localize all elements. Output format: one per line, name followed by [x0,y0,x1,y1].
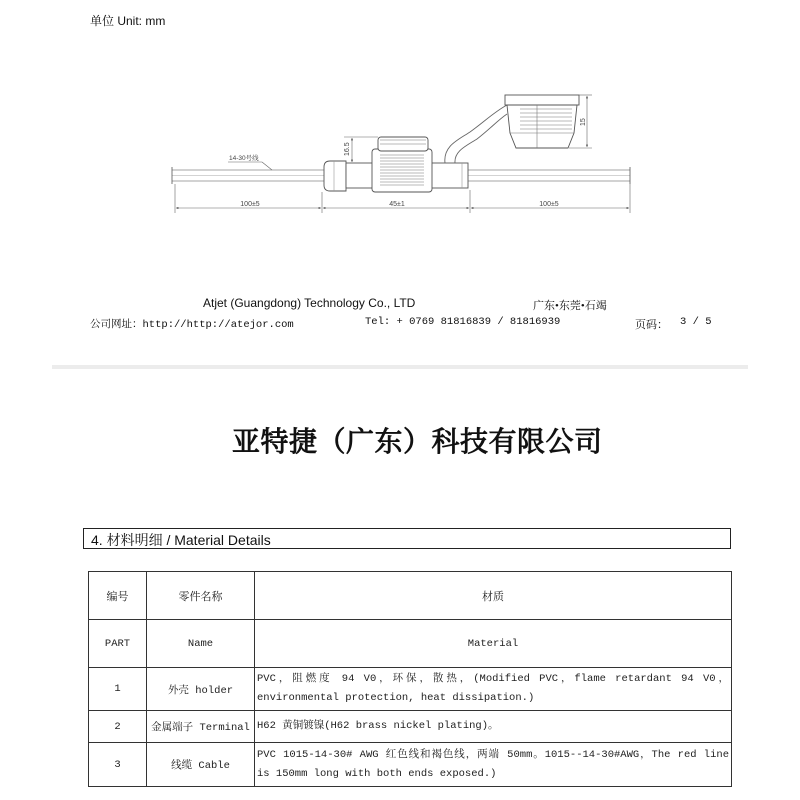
footer-company-name: Atjet (Guangdong) Technology Co., LTD [203,296,416,310]
fuse-holder-drawing [0,0,800,230]
table-header-row-cn [89,572,732,620]
table-row [89,743,732,787]
header-part-cn: 编号 [89,572,147,620]
cell-material: PVC 1015-14-30# AWG 红色线和褐色线，两端 50mm。1015--14-30#AWG，The red line is 150mm long with both ends exposed.) [255,743,732,787]
dimension-left-label: 100±5 [240,201,260,208]
company-title: 亚特捷（广东）科技有限公司 [232,425,603,458]
cell-name: 外壳 holder [147,668,255,711]
cable-label: 14-30号线 [229,155,259,162]
footer-website: 公司网址：http://http://atejor.com [90,319,294,331]
dimension-cap-height-label: 15 [580,118,587,126]
cable-right [468,167,630,184]
header-material-cn: 材质 [255,572,732,620]
table-row [89,668,732,711]
fuse-cap [505,95,579,148]
cell-part: 1 [89,668,147,711]
cell-name: 线缆 Cable [147,743,255,787]
cell-material: PVC，阻燃度 94 V0，环保，散热，(Modified PVC，flame retardant 94 V0，environmental protection, heat dissipation.) [255,668,732,711]
footer-telephone: Tel: + 0769 81816839 / 81816939 [365,316,561,328]
footer-page-label: 页码： [635,319,668,331]
section-title: 4. 材料明细 / Material Details [91,532,271,548]
cable-label-leader [228,162,272,170]
header-part-en: PART [89,620,147,668]
header-name-cn: 零件名称 [147,572,255,620]
page-separator [52,365,748,369]
holder-cap [372,137,432,192]
material-table [88,571,732,787]
dimension-center-label: 45±1 [389,201,405,208]
cell-part: 3 [89,743,147,787]
cell-name: 金属端子 Terminal [147,711,255,743]
cap-cable [445,105,507,163]
header-material-en: Material [255,620,732,668]
table-header-row-en [89,620,732,668]
footer-location: 广东•东莞•石竭 [533,300,607,312]
table-row [89,711,732,743]
header-name-en: Name [147,620,255,668]
dimension-right-label: 100±5 [539,201,559,208]
dimension-holder-height-label: 16.5 [344,142,351,156]
unit-label: 单位 Unit: mm [90,14,166,28]
cell-part: 2 [89,711,147,743]
footer-page-number: 3 / 5 [680,316,712,328]
cable-left [172,167,325,184]
cell-material: H62 黄铜镀镍(H62 brass nickel plating)。 [255,711,732,743]
section-header [83,528,731,549]
